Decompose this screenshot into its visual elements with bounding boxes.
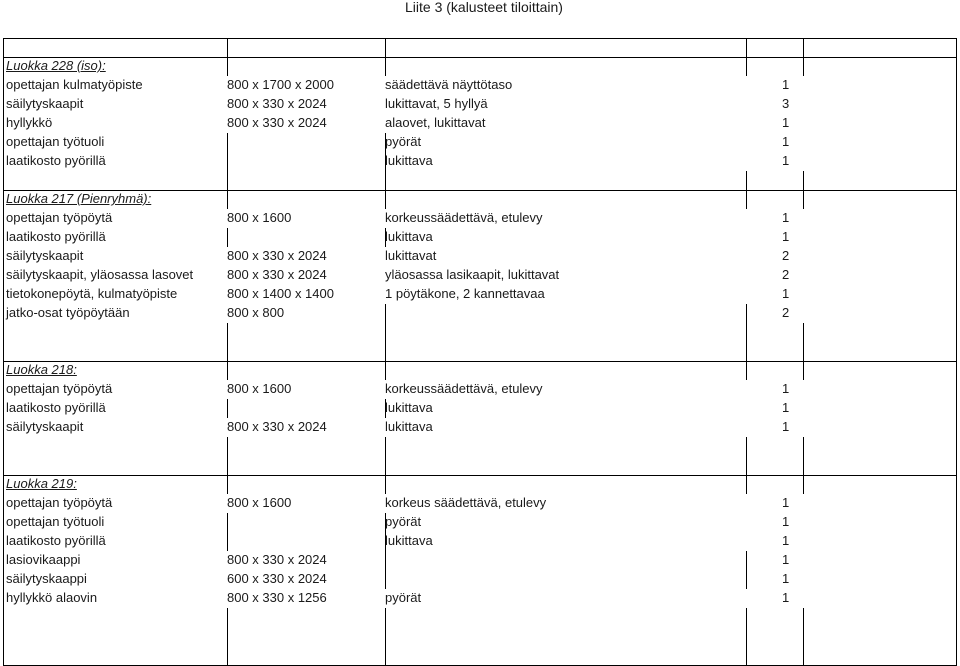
grid-line [746, 304, 747, 323]
item-quantity: 2 [782, 248, 790, 263]
item-note: lukittava [385, 400, 433, 415]
grid-line [227, 437, 228, 456]
item-name: säilytyskaapit, yläosassa lasovet [6, 267, 194, 282]
item-name: opettajan työtuoli [6, 514, 105, 529]
grid-line [227, 532, 228, 551]
item-name: lasiovikaappi [6, 552, 81, 567]
item-size: 800 x 330 x 2024 [227, 267, 327, 282]
grid-line [385, 342, 386, 361]
grid-line [227, 342, 228, 361]
item-name: laatikosto pyörillä [6, 153, 106, 168]
item-size: 800 x 1600 [227, 210, 292, 225]
grid-line [227, 57, 228, 76]
item-note: pyörät [385, 514, 422, 529]
grid-line [227, 133, 228, 152]
item-note: lukittava [385, 419, 433, 434]
item-name: opettajan kulmatyöpiste [6, 77, 143, 92]
item-note: lukittavat [385, 248, 437, 263]
section-header: Luokka 218: [6, 362, 77, 377]
item-quantity: 3 [782, 96, 790, 111]
grid-line [803, 342, 804, 361]
item-size: 800 x 1600 [227, 495, 292, 510]
item-size: 800 x 330 x 2024 [227, 419, 327, 434]
grid-line [227, 171, 228, 190]
grid-line [746, 437, 747, 456]
grid-line [746, 608, 747, 627]
item-quantity: 1 [782, 229, 790, 244]
grid-line [3, 475, 957, 476]
grid-line [803, 323, 804, 342]
grid-line [385, 38, 386, 57]
grid-line [746, 342, 747, 361]
item-note: yläosassa lasikaapit, lukittavat [385, 267, 560, 282]
item-name: laatikosto pyörillä [6, 400, 106, 415]
item-quantity: 1 [782, 400, 790, 415]
grid-line [803, 627, 804, 646]
grid-line [385, 437, 386, 456]
grid-line [746, 627, 747, 646]
grid-line [746, 570, 747, 589]
grid-line [385, 456, 386, 475]
item-size: 800 x 1600 [227, 381, 292, 396]
item-quantity: 1 [782, 419, 790, 434]
item-size: 800 x 330 x 2024 [227, 96, 327, 111]
item-quantity: 1 [782, 514, 790, 529]
grid-line [803, 475, 804, 494]
item-name: opettajan työpöytä [6, 210, 113, 225]
item-quantity: 1 [782, 381, 790, 396]
item-size: 800 x 330 x 1256 [227, 590, 327, 605]
item-size: 800 x 1700 x 2000 [227, 77, 334, 92]
grid-line [385, 627, 386, 646]
grid-line [227, 323, 228, 342]
grid-line [385, 608, 386, 627]
item-quantity: 1 [782, 134, 790, 149]
item-quantity: 2 [782, 267, 790, 282]
grid-line [385, 475, 386, 494]
grid-line [746, 475, 747, 494]
grid-line [385, 361, 386, 380]
grid-line [746, 361, 747, 380]
item-name: laatikosto pyörillä [6, 229, 106, 244]
item-quantity: 1 [782, 495, 790, 510]
grid-line [227, 38, 228, 57]
item-quantity: 1 [782, 153, 790, 168]
grid-line [385, 171, 386, 190]
grid-line [227, 646, 228, 665]
item-name: tietokonepöytä, kulmatyöpiste [6, 286, 178, 301]
item-name: säilytyskaapit [6, 419, 84, 434]
grid-line [803, 57, 804, 76]
grid-line [385, 323, 386, 342]
grid-line [746, 57, 747, 76]
grid-line [746, 38, 747, 57]
item-size: 800 x 330 x 2024 [227, 115, 327, 130]
item-note: lukittava [385, 533, 433, 548]
grid-line [803, 646, 804, 665]
grid-line [227, 228, 228, 247]
grid-line [803, 171, 804, 190]
item-name: hyllykkö alaovin [6, 590, 98, 605]
grid-line [746, 456, 747, 475]
grid-line [746, 646, 747, 665]
grid-line [803, 456, 804, 475]
item-name: opettajan työtuoli [6, 134, 105, 149]
grid-line [227, 190, 228, 209]
item-note: 1 pöytäkone, 2 kannettavaa [385, 286, 545, 301]
item-quantity: 1 [782, 286, 790, 301]
item-name: laatikosto pyörillä [6, 533, 106, 548]
item-quantity: 1 [782, 77, 790, 92]
item-name: jatko-osat työpöytään [6, 305, 130, 320]
item-name: säilytyskaapit [6, 96, 84, 111]
grid-line [803, 190, 804, 209]
grid-line [3, 57, 957, 58]
grid-line [385, 551, 386, 570]
item-quantity: 1 [782, 571, 790, 586]
item-name: opettajan työpöytä [6, 381, 113, 396]
section-header: Luokka 217 (Pienryhmä): [6, 191, 152, 206]
item-name: hyllykkö [6, 115, 53, 130]
grid-line [746, 551, 747, 570]
item-name: säilytyskaappi [6, 571, 87, 586]
grid-line [385, 304, 386, 323]
item-name: opettajan työpöytä [6, 495, 113, 510]
section-header: Luokka 228 (iso): [6, 58, 106, 73]
grid-line [803, 361, 804, 380]
item-note: pyörät [385, 134, 422, 149]
item-size: 800 x 330 x 2024 [227, 552, 327, 567]
document-title: Liite 3 (kalusteet tiloittain) [405, 0, 563, 15]
grid-line [227, 456, 228, 475]
grid-line [227, 627, 228, 646]
grid-line [746, 171, 747, 190]
item-size: 800 x 800 [227, 305, 285, 320]
grid-line [803, 38, 804, 57]
grid-line [227, 361, 228, 380]
item-note: korkeussäädettävä, etulevy [385, 381, 543, 396]
grid-line [385, 570, 386, 589]
item-quantity: 1 [782, 552, 790, 567]
item-quantity: 2 [782, 305, 790, 320]
item-note: korkeus säädettävä, etulevy [385, 495, 547, 510]
grid-line [3, 38, 957, 39]
grid-line [803, 437, 804, 456]
grid-line [385, 57, 386, 76]
item-note: alaovet, lukittavat [385, 115, 486, 130]
item-note: säädettävä näyttötaso [385, 77, 513, 92]
grid-line [746, 190, 747, 209]
item-size: 600 x 330 x 2024 [227, 571, 327, 586]
grid-line [227, 399, 228, 418]
item-size: 800 x 330 x 2024 [227, 248, 327, 263]
item-quantity: 1 [782, 590, 790, 605]
furniture-table [3, 38, 957, 662]
item-quantity: 1 [782, 115, 790, 130]
item-name: säilytyskaapit [6, 248, 84, 263]
grid-line [227, 475, 228, 494]
item-quantity: 1 [782, 210, 790, 225]
grid-line [227, 513, 228, 532]
item-note: lukittava [385, 153, 433, 168]
grid-line [3, 38, 4, 665]
grid-line [227, 608, 228, 627]
grid-line [385, 190, 386, 209]
item-note: lukittavat, 5 hyllyä [385, 96, 488, 111]
item-quantity: 1 [782, 533, 790, 548]
grid-line [746, 323, 747, 342]
item-note: lukittava [385, 229, 433, 244]
grid-line [227, 152, 228, 171]
grid-line [385, 646, 386, 665]
grid-line [956, 38, 957, 665]
grid-line [803, 608, 804, 627]
item-note: pyörät [385, 590, 422, 605]
grid-line [3, 361, 957, 362]
item-size: 800 x 1400 x 1400 [227, 286, 334, 301]
section-header: Luokka 219: [6, 476, 77, 491]
item-note: korkeussäädettävä, etulevy [385, 210, 543, 225]
